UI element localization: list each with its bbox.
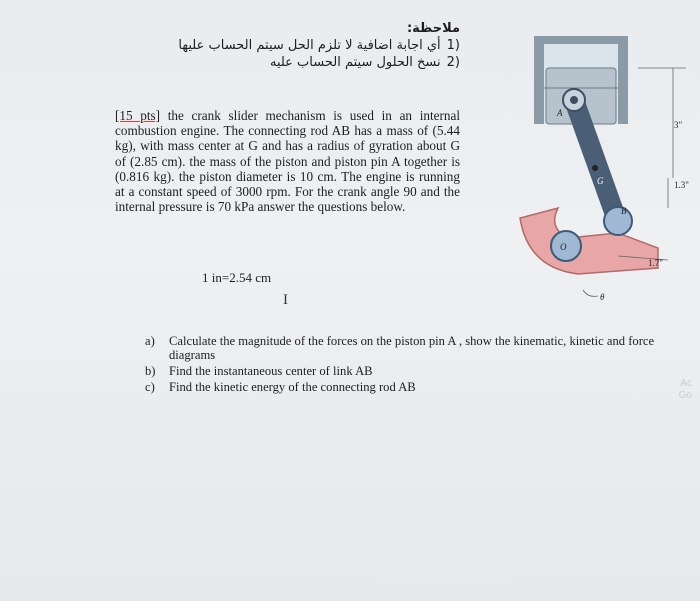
question-label: a): [145, 334, 155, 348]
problem-text: the crank slider mechanism is used in an internal combustion engine. The connecting rod AB has a mass of (5.44 kg), with mass center at G and has a radius of gyration about G of (2.85 cm). the mass of the piston and piston pin A together is (0.816 kg). the piston diameter is 10 cm. The engine is running at a constant speed of 3000 rpm. For the crank angle 90 and the internal pressure is 70 kPa answer the questions below.: [115, 108, 460, 215]
note-number: (2: [446, 55, 460, 70]
question-item: [145, 380, 690, 394]
dim-bottom: 1.7": [648, 258, 663, 268]
angle-arc: [583, 290, 598, 296]
question-label: b): [145, 364, 156, 378]
crank-web: [520, 208, 658, 274]
note-item: [160, 54, 460, 71]
notes-title: ملاحظة:: [406, 21, 460, 36]
note-text: أي اجابة اضافية لا تلزم الحل سيتم الحساب عليها: [178, 38, 441, 53]
question-item: [145, 364, 690, 378]
problem-statement: [115, 108, 460, 214]
dim-top: 3": [674, 120, 683, 130]
label-theta: θ: [600, 292, 605, 302]
watermark-line: Ac: [680, 378, 692, 389]
label-o: O: [560, 242, 567, 252]
crank-slider-figure: [508, 28, 693, 308]
label-a: A: [557, 108, 563, 118]
unit-conversion: 1 in=2.54 cm: [202, 270, 272, 285]
mass-center-marker: [592, 165, 598, 171]
points-label: [15 pts]: [115, 108, 161, 123]
pin-center: [570, 96, 578, 104]
questions-list: [145, 334, 690, 396]
question-text: Find the kinetic energy of the connecting rod AB: [169, 380, 416, 394]
label-b: B: [621, 206, 627, 216]
dim-mid: 1.3": [674, 180, 689, 190]
label-g: G: [597, 176, 604, 186]
question-item: [145, 334, 690, 362]
question-text: Calculate the magnitude of the forces on the piston pin A , show the kinematic, kinetic and force diagrams: [169, 334, 655, 362]
faded-watermark-text: [679, 378, 692, 402]
notes-section: [160, 20, 460, 71]
note-text: نسخ الحلول سيتم الحساب عليه: [269, 55, 441, 70]
note-number: (1: [446, 38, 460, 53]
note-item: [160, 37, 460, 54]
text-cursor-icon: I: [283, 292, 288, 308]
question-label: c): [145, 380, 155, 394]
crank-pin: [604, 207, 632, 235]
question-text: Find the instantaneous center of link AB: [169, 364, 373, 378]
watermark-line: Go: [678, 390, 692, 401]
